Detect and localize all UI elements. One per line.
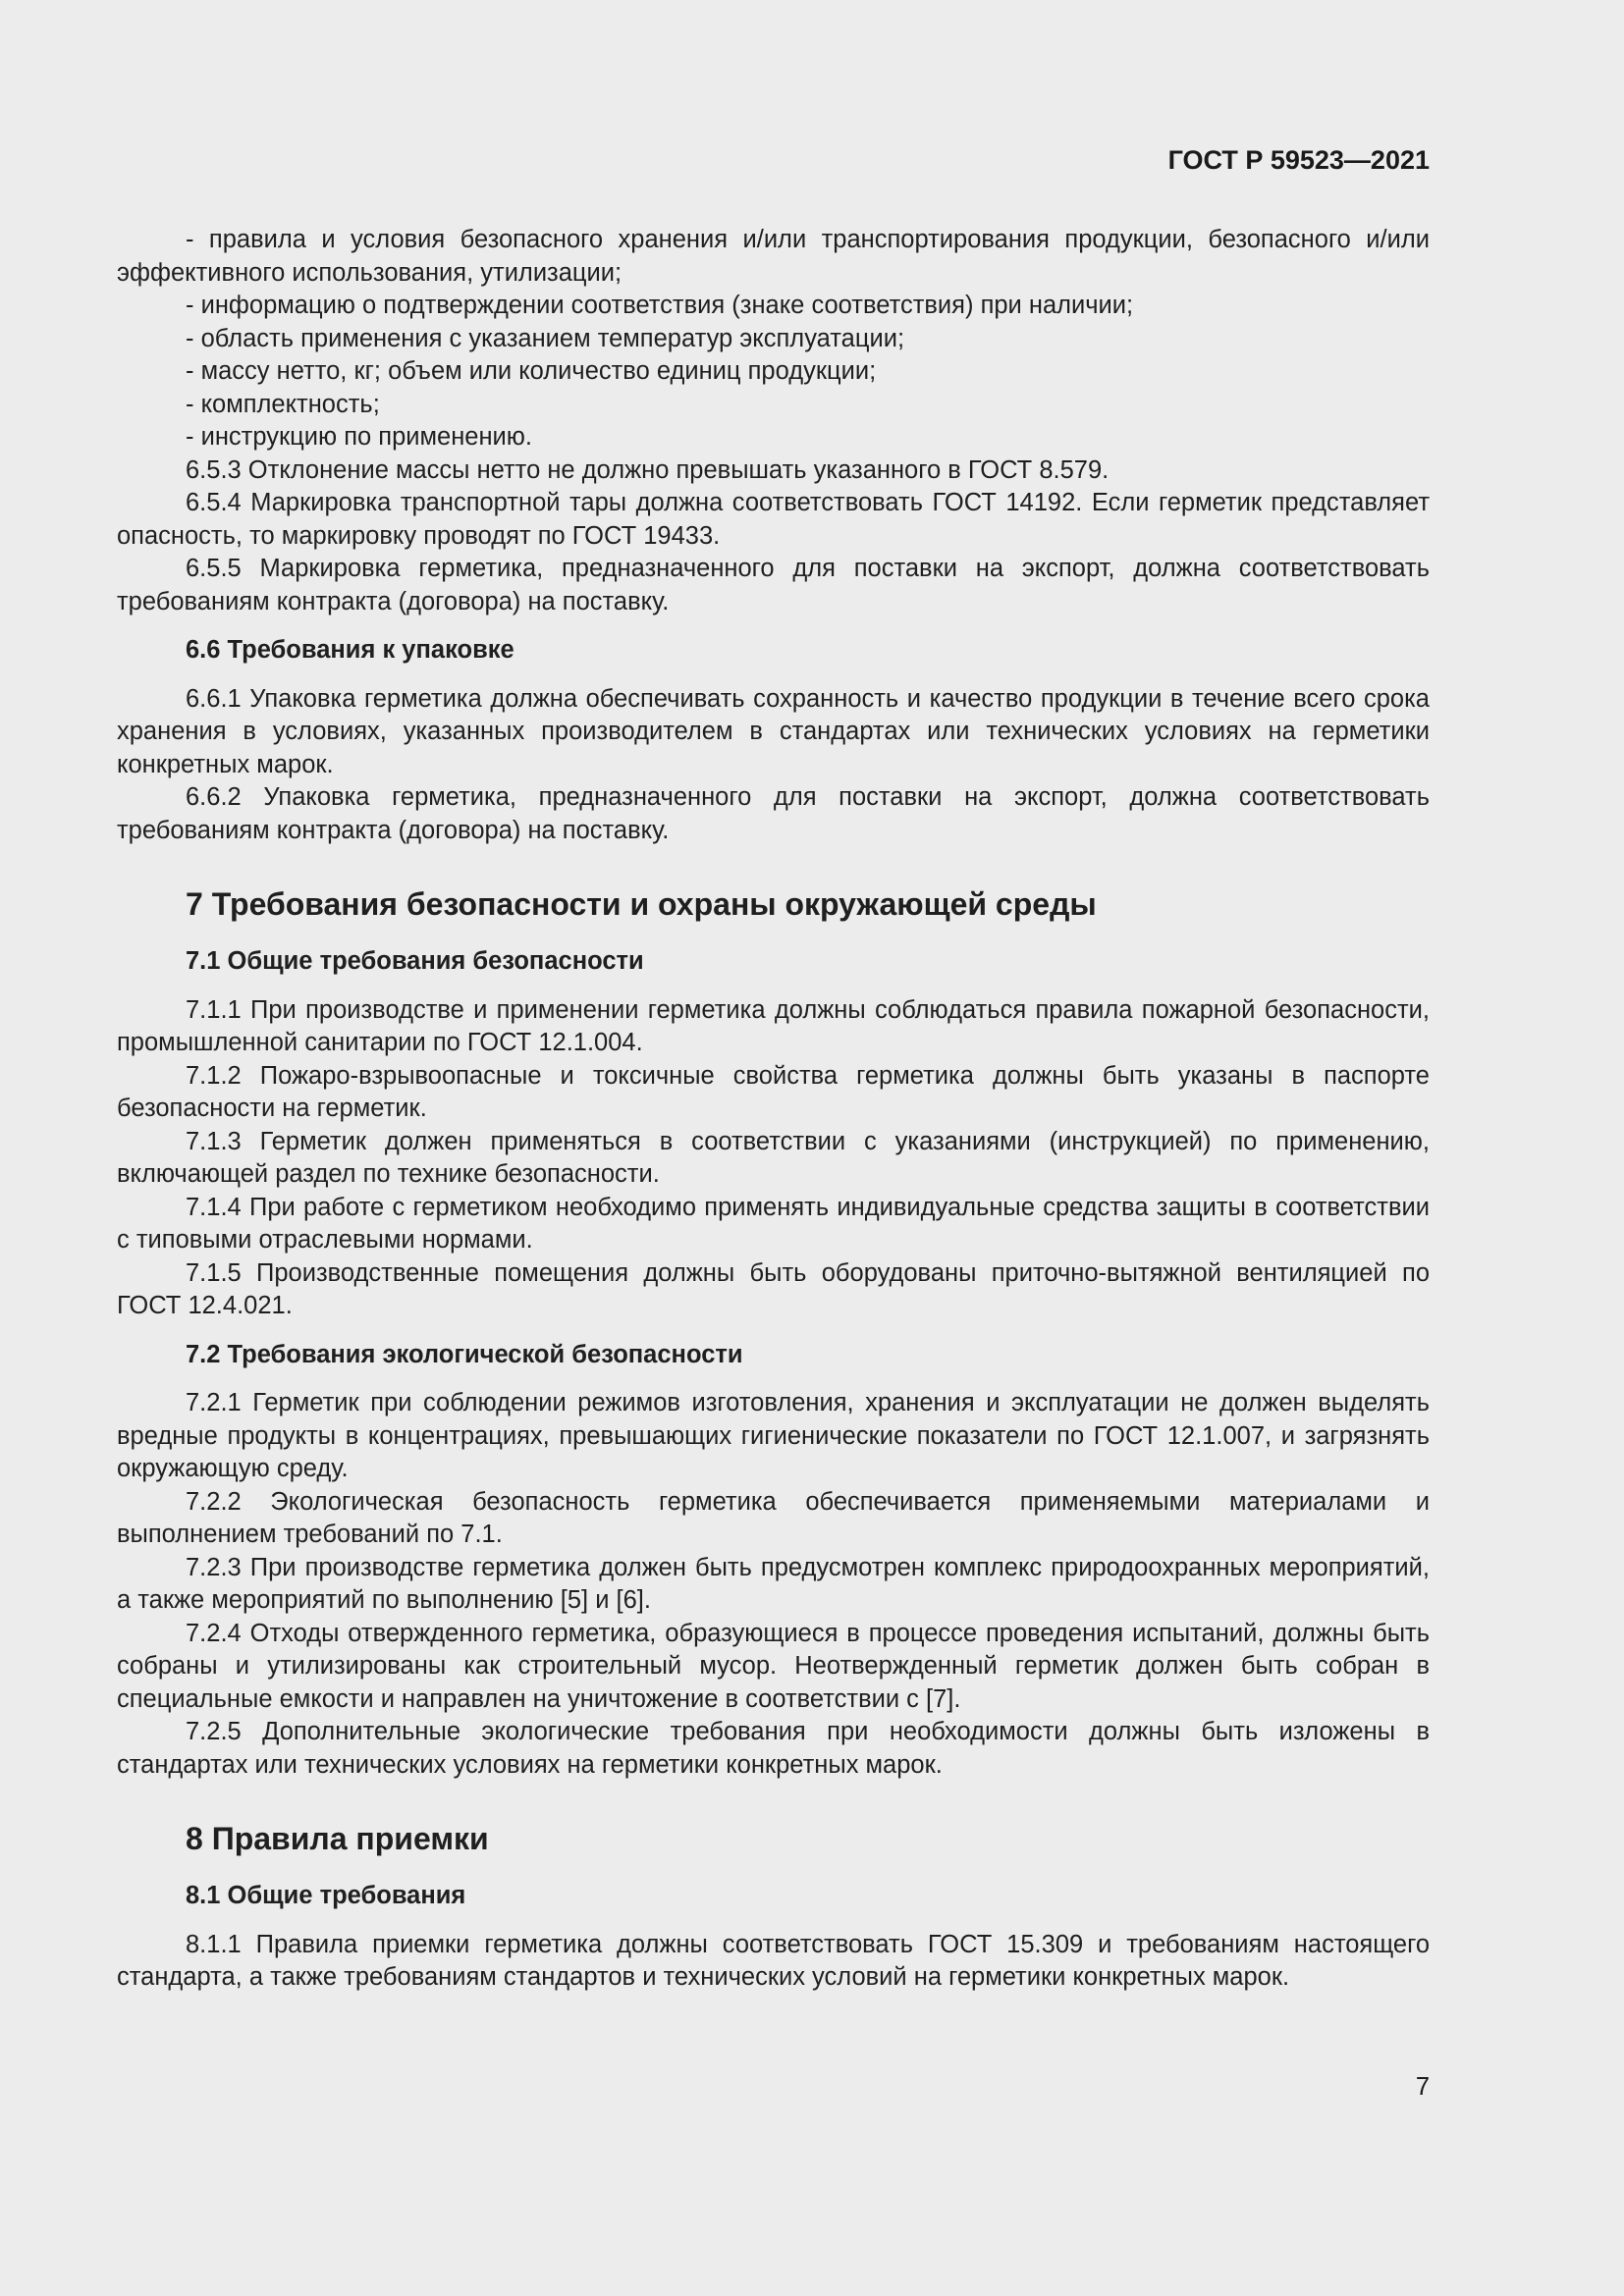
- paragraph-7-1-2: 7.1.2 Пожаро-взрывоопасные и токсичные свойства герметика должны быть указаны в паспорте безопасности на герметик.: [117, 1061, 1430, 1122]
- heading-section-7: 7 Требования безопасности и охраны окружающей среды: [186, 886, 1097, 922]
- paragraph-7-1-4: 7.1.4 При работе с герметиком необходимо применять индивидуальные средства защиты в соответствии с типовыми отраслевыми нормами.: [117, 1193, 1430, 1254]
- page-number: 7: [1415, 2073, 1430, 2101]
- bullet-item: - область применения с указанием температур эксплуатации;: [186, 324, 905, 352]
- bullet-item: - информацию о подтверждении соответствия (знаке соответствия) при наличии;: [186, 292, 1134, 319]
- document-body: [117, 224, 1430, 1995]
- bullet-item: - правила и условия безопасного хранения и/или транспортирования продукции, безопасного и/или эффективного использования, утилизации;: [117, 226, 1430, 287]
- paragraph-7-2-4: 7.2.4 Отходы отвержденного герметика, образующиеся в процессе проведения испытаний, должны быть собраны и утилизированы как строительный мусор. Неотвержденный герметик должен быть собран в специальные емкости и направлен на уничтожение в соответствии с [7].: [117, 1619, 1430, 1713]
- paragraph-7-1-1: 7.1.1 При производстве и применении герметика должны соблюдаться правила пожарной безопасности, промышленной санитарии по ГОСТ 12.1.004.: [117, 995, 1430, 1056]
- paragraph-6-5-4: 6.5.4 Маркировка транспортной тары должна соответствовать ГОСТ 14192. Если герметик представляет опасность, то маркировку проводят по ГОСТ 19433.: [117, 489, 1430, 550]
- heading-8-1: 8.1 Общие требования: [186, 1882, 466, 1909]
- heading-6-6: 6.6 Требования к упаковке: [186, 636, 514, 664]
- paragraph-6-6-1: 6.6.1 Упаковка герметика должна обеспечивать сохранность и качество продукции в течение всего срока хранения в условиях, указанных производителем в стандартах или технических условиях на герметики конкретных марок.: [117, 684, 1430, 778]
- bullet-item: - инструкцию по применению.: [186, 423, 533, 451]
- bullet-item: - комплектность;: [186, 390, 380, 418]
- bullet-item: - массу нетто, кг; объем или количество единиц продукции;: [186, 357, 877, 385]
- paragraph-7-2-3: 7.2.3 При производстве герметика должен быть предусмотрен комплекс природоохранных мероприятий, а также мероприятий по выполнению [5] и [6].: [117, 1553, 1430, 1614]
- paragraph-7-2-5: 7.2.5 Дополнительные экологические требования при необходимости должны быть изложены в стандартах или технических условиях на герметики конкретных марок.: [117, 1718, 1430, 1779]
- paragraph-7-2-1: 7.2.1 Герметик при соблюдении режимов изготовления, хранения и эксплуатации не должен выделять вредные продукты в концентрациях, превышающих гигиенические показатели по ГОСТ 12.1.007, и загрязнять окружающую среду.: [117, 1389, 1430, 1482]
- paragraph-7-1-5: 7.1.5 Производственные помещения должны быть оборудованы приточно-вытяжной вентиляцией по ГОСТ 12.4.021.: [117, 1258, 1430, 1319]
- heading-section-8: 8 Правила приемки: [186, 1821, 489, 1856]
- paragraph-8-1-1: 8.1.1 Правила приемки герметика должны соответствовать ГОСТ 15.309 и требованиям настоящего стандарта, а также требованиям стандартов и технических условий на герметики конкретных марок.: [117, 1930, 1430, 1991]
- heading-7-1: 7.1 Общие требования безопасности: [186, 947, 644, 975]
- paragraph-6-6-2: 6.6.2 Упаковка герметика, предназначенного для поставки на экспорт, должна соответствовать требованиям контракта (договора) на поставку.: [117, 783, 1430, 844]
- heading-7-2: 7.2 Требования экологической безопасности: [186, 1340, 743, 1368]
- document-code: ГОСТ Р 59523—2021: [1167, 145, 1430, 175]
- paragraph-6-5-5: 6.5.5 Маркировка герметика, предназначенного для поставки на экспорт, должна соответствовать требованиям контракта (договора) на поставку.: [117, 555, 1430, 615]
- paragraph-7-1-3: 7.1.3 Герметик должен применяться в соответствии с указаниями (инструкцией) по применению, включающей раздел по технике безопасности.: [117, 1127, 1430, 1188]
- paragraph-7-2-2: 7.2.2 Экологическая безопасность герметика обеспечивается применяемыми материалами и выполнением требований по 7.1.: [117, 1487, 1430, 1548]
- paragraph-6-5-3: 6.5.3 Отклонение массы нетто не должно превышать указанного в ГОСТ 8.579.: [186, 455, 1110, 484]
